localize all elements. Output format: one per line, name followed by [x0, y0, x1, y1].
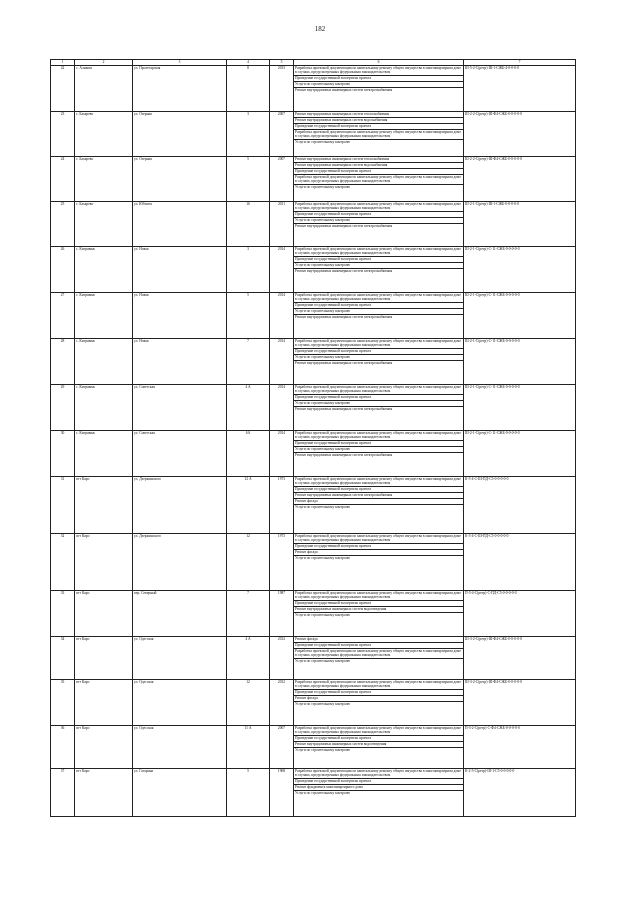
work-item: Услуги по строительному контролю: [295, 659, 351, 664]
work-item: Ремонт внутридомовых инженерных систем водоснабжения: [294, 118, 463, 124]
works-cell: [294, 431, 464, 477]
settlement-cell: пгт Каро: [75, 534, 133, 591]
work-item: Ремонт внутридомовых инженерных систем электроснабжения: [295, 88, 393, 93]
settlement-cell: с. Китрявиж: [75, 247, 133, 293]
settlement-cell: пгт Каро: [75, 591, 133, 637]
column-header: 2: [75, 60, 133, 66]
work-item: Услуги по строительному контролю: [294, 218, 463, 224]
building-code-cell: П-5-4-С(ретр)-С-ПД-С5-0-0-0-0-0: [464, 591, 576, 637]
work-item: Разработка проектной документации по капитальному ремонту общего имущества в многоквартирном доме в случаях, предусмотренных федеральным законодательством: [294, 649, 463, 659]
year-cell: 2014: [270, 385, 294, 431]
work-item: Разработка проектной документации по капитальному ремонту общего имущества в многоквартирном доме в случаях, предусмотренных федеральным законодательством: [294, 293, 463, 303]
settlement-cell: пгт Каро: [75, 637, 133, 680]
column-header: 6: [294, 60, 464, 66]
house-number-cell: 4 А: [227, 385, 270, 431]
works-cell: [294, 247, 464, 293]
work-item: Ремонт внутридомовых инженерных систем водоснабжения: [294, 163, 463, 169]
table-row: [51, 477, 576, 534]
work-item: Проведение государственной экспертизы проекта: [294, 441, 463, 447]
works-cell: [294, 339, 464, 385]
year-cell: 2014: [270, 431, 294, 477]
building-code-cell: П-3-2-С(ретр)-С-Ф4-СЖБ-0-0-0-0-0: [464, 726, 576, 769]
column-header: 4: [227, 60, 270, 66]
work-item: Проведение государственной экспертизы проекта: [294, 643, 463, 649]
work-item: Проведение государственной экспертизы проекта: [294, 601, 463, 607]
street-cell: ул. Озерная: [133, 112, 227, 157]
work-item: Разработка проектной документации по капитальному ремонту общего имущества в многоквартирном доме в случаях, предусмотренных федеральным законодательством: [294, 130, 463, 140]
work-item: Услуги по строительному контролю: [295, 556, 351, 561]
house-number-cell: 7: [227, 591, 270, 637]
street-cell: ул. Советская: [133, 385, 227, 431]
work-item: Разработка проектной документации по капитальному ремонту общего имущества в многоквартирном доме в случаях, предусмотренных федеральным законодательством: [294, 202, 463, 212]
street-cell: ул. Дзержинского: [133, 477, 227, 534]
work-item: Ремонт фасада: [294, 499, 463, 505]
year-cell: 1968: [270, 769, 294, 817]
work-item: Услуги по строительному контролю: [295, 791, 351, 796]
work-item: Проведение государственной экспертизы проекта: [294, 169, 463, 175]
building-code-cell: Ш-3-2-С(ретр)-Ш-Ф4-СЖБ-0-0-0-0-0: [464, 680, 576, 726]
house-number-cell: 5: [227, 157, 270, 202]
work-item: Разработка проектной документации по капитальному ремонту общего имущества в многоквартирном доме в случаях, предусмотренных федеральным законодательством: [294, 247, 463, 257]
table-row: [51, 680, 576, 726]
work-item: Разработка проектной документации по капитальному ремонту общего имущества в многоквартирном доме в случаях, предусмотренных федеральным законодательством: [294, 726, 463, 736]
street-cell: ул. Новая: [133, 339, 227, 385]
row-number-cell: 32: [51, 534, 75, 591]
column-header: 1: [51, 60, 75, 66]
row-number-cell: 26: [51, 247, 75, 293]
row-number-cell: 36: [51, 726, 75, 769]
work-item: Проведение государственной экспертизы проекта: [294, 779, 463, 785]
table-row: [51, 66, 576, 112]
table-row: [51, 202, 576, 247]
work-item: Разработка проектной документации по капитальному ремонту общего имущества в многоквартирном доме в случаях, предусмотренных федеральным законодательством: [294, 591, 463, 601]
work-item: Разработка проектной документации по капитальному ремонту общего имущества в многоквартирном доме в случаях, предусмотренных федеральным законодательством: [294, 175, 463, 185]
column-header: 5: [270, 60, 294, 66]
work-item: Ремонт внутридомовых инженерных систем водоотведения: [294, 607, 463, 613]
work-item: Проведение государственной экспертизы проекта: [294, 303, 463, 309]
column-header: 3: [133, 60, 227, 66]
work-item: Услуги по строительному контролю: [294, 309, 463, 315]
year-cell: 1973: [270, 534, 294, 591]
work-item: Ремонт фасада: [294, 550, 463, 556]
work-item: Услуги по строительному контролю: [295, 139, 351, 144]
settlement-cell: пгт Каро: [75, 726, 133, 769]
row-number-cell: 37: [51, 769, 75, 817]
work-item: Проведение государственной экспертизы проекта: [294, 124, 463, 130]
house-number-cell: 12 А: [227, 477, 270, 534]
year-cell: 2012: [270, 680, 294, 726]
row-number-cell: 35: [51, 680, 75, 726]
row-number-cell: 27: [51, 293, 75, 339]
page-number: 182: [314, 25, 326, 33]
works-cell: [294, 157, 464, 202]
year-cell: 1987: [270, 591, 294, 637]
work-item: Ремонт внутридомовых инженерных систем водоотведения: [294, 742, 463, 748]
work-item: Ремонт внутридомовых инженерных систем электроснабжения: [295, 224, 393, 229]
work-item: Проведение государственной экспертизы проекта: [294, 690, 463, 696]
street-cell: ул. Пролетарская: [133, 66, 227, 112]
work-item: Разработка проектной документации по капитальному ремонту общего имущества в многоквартирном доме в случаях, предусмотренных федеральным законодательством: [294, 339, 463, 349]
work-item: Ремонт внутридомовых инженерных систем электроснабжения: [295, 361, 393, 366]
row-number-cell: 31: [51, 477, 75, 534]
building-code-cell: К-5-4-С-Ш-ПД-С5-0-0-0-0-0: [464, 477, 576, 534]
table-row: [51, 385, 576, 431]
house-number-cell: 16: [227, 202, 270, 247]
table-row: [51, 591, 576, 637]
work-item: Услуги по строительному контролю: [295, 702, 351, 707]
work-item: Услуги по строительному контролю: [295, 613, 351, 618]
row-number-cell: 22: [51, 66, 75, 112]
building-code-cell: К-5-4-С-Ш-ПД-С5-0-0-0-0-0: [464, 534, 576, 591]
settlement-cell: с. Китрявиж: [75, 293, 133, 339]
house-number-cell: 3: [227, 247, 270, 293]
settlement-cell: пгт Каро: [75, 680, 133, 726]
works-cell: [294, 66, 464, 112]
row-number-cell: 23: [51, 112, 75, 157]
row-number-cell: 24: [51, 157, 75, 202]
building-code-cell: Ш-2-1-С(ретр)-С-11-СЖБ-0-0-0-0-0: [464, 339, 576, 385]
settlement-cell: с. Бахарево: [75, 157, 133, 202]
settlement-cell: с. Бахарево: [75, 112, 133, 157]
works-cell: [294, 591, 464, 637]
street-cell: ул. Одесская: [133, 637, 227, 680]
year-cell: 2007: [270, 112, 294, 157]
table-row: [51, 637, 576, 680]
table-row: [51, 339, 576, 385]
street-cell: ул. Новая: [133, 247, 227, 293]
settlement-cell: с. Бахарево: [75, 202, 133, 247]
work-item: Услуги по строительному контролю: [294, 82, 463, 88]
work-item: Ремонт внутридомовых инженерных систем теплоснабжения: [294, 157, 463, 163]
settlement-cell: пгт Каро: [75, 769, 133, 817]
work-item: Ремонт внутридомовых инженерных систем электроснабжения: [295, 269, 393, 274]
work-item: Разработка проектной документации по капитальному ремонту общего имущества в многоквартирном доме в случаях, предусмотренных федеральным законодательством: [294, 477, 463, 487]
works-cell: [294, 112, 464, 157]
building-code-cell: Ш-2-1-С(ретр)-С-11-СЖБ-0-0-0-0-0: [464, 385, 576, 431]
house-number-cell: 4 А: [227, 637, 270, 680]
work-item: Услуги по строительному контролю: [295, 504, 351, 509]
house-number-cell: 7: [227, 339, 270, 385]
work-item: Услуги по строительному контролю: [295, 748, 351, 753]
works-cell: [294, 385, 464, 431]
table-row: [51, 293, 576, 339]
works-cell: [294, 726, 464, 769]
building-code-cell: Ш-5-2-С(ретр)-Ш-1-СЖБ-4-0-0-0-0: [464, 66, 576, 112]
table-row: [51, 769, 576, 817]
settlement-cell: с. Китрявиж: [75, 431, 133, 477]
works-cell: [294, 534, 464, 591]
work-item: Разработка проектной документации по капитальному ремонту общего имущества в многоквартирном доме в случаях, предусмотренных федеральным законодательством: [294, 680, 463, 690]
work-item: Разработка проектной документации по капитальному ремонту общего имущества в многоквартирном доме в случаях, предусмотренных федеральным законодательством: [294, 431, 463, 441]
work-item: Ремонт фасада: [294, 696, 463, 702]
row-number-cell: 25: [51, 202, 75, 247]
table-row: [51, 431, 576, 477]
building-code-cell: Ш-2-2-С(ретр)-Ш-Ф4-СЖБ-0-0-0-0-0: [464, 112, 576, 157]
work-item: Проведение государственной экспертизы проекта: [294, 76, 463, 82]
street-cell: ул. Юбилея: [133, 202, 227, 247]
works-cell: [294, 637, 464, 680]
work-item: Ремонт внутридомовых инженерных систем электроснабжения: [295, 315, 393, 320]
building-code-cell: Ш-2-1-С(ретр)-Ш-1-СЖБ-0-0-0-0-0: [464, 202, 576, 247]
work-item: Ремонт внутридомовых инженерных систем теплоснабжения: [294, 112, 463, 118]
work-item: Ремонт внутридомовых инженерных систем электроснабжения: [295, 407, 393, 412]
table-body: [51, 66, 576, 817]
work-item: Разработка проектной документации по капитальному ремонту общего имущества в многоквартирном доме в случаях, предусмотренных федеральным законодательством: [294, 769, 463, 779]
table-row: [51, 726, 576, 769]
work-item: Проведение государственной экспертизы проекта: [294, 736, 463, 742]
street-cell: пер. Северный: [133, 591, 227, 637]
building-code-cell: К-2-5-С(ретр)-Ш-1-С5-0-0-0-0-0: [464, 769, 576, 817]
column-header: 7: [464, 60, 576, 66]
works-cell: [294, 202, 464, 247]
building-code-cell: Ш-2-2-С(ретр)-Ш-Ф4-СЖБ-0-0-0-0-0: [464, 157, 576, 202]
table-row: [51, 247, 576, 293]
house-number-cell: 8: [227, 66, 270, 112]
street-cell: ул. Одесская: [133, 726, 227, 769]
work-item: Ремонт внутридомовых инженерных систем электроснабжения: [294, 493, 463, 499]
work-item: Ремонт фасада: [294, 637, 463, 643]
settlement-cell: пгт Каро: [75, 477, 133, 534]
house-number-cell: 5: [227, 769, 270, 817]
year-cell: 2014: [270, 293, 294, 339]
table-row: [51, 157, 576, 202]
work-item: Разработка проектной документации по капитальному ремонту общего имущества в многоквартирном доме в случаях, предусмотренных федеральным законодательством: [294, 385, 463, 395]
work-item: Услуги по строительному контролю: [295, 184, 351, 189]
work-item: Проведение государственной экспертизы проекта: [294, 257, 463, 263]
work-item: Проведение государственной экспертизы проекта: [294, 487, 463, 493]
street-cell: ул. Новая: [133, 293, 227, 339]
works-cell: [294, 680, 464, 726]
row-number-cell: 28: [51, 339, 75, 385]
year-cell: 2014: [270, 247, 294, 293]
table-row: [51, 534, 576, 591]
work-item: Услуги по строительному контролю: [294, 447, 463, 453]
house-number-cell: 12: [227, 534, 270, 591]
building-code-cell: Ш-2-1-С(ретр)-С-11-СЖБ-0-0-0-0-0: [464, 293, 576, 339]
street-cell: ул. Дзержинского: [133, 534, 227, 591]
repair-schedule-table: [50, 59, 576, 817]
works-cell: [294, 477, 464, 534]
street-cell: ул. Советская: [133, 431, 227, 477]
house-number-cell: 6А: [227, 431, 270, 477]
row-number-cell: 29: [51, 385, 75, 431]
building-code-cell: Ш-2-1-С(ретр)-С-11-СЖБ-0-0-0-0-0: [464, 247, 576, 293]
table-row: [51, 112, 576, 157]
work-item: Ремонт внутридомовых инженерных систем электроснабжения: [295, 453, 393, 458]
house-number-cell: 11 А: [227, 726, 270, 769]
works-cell: [294, 769, 464, 817]
street-cell: ул. Гагарина: [133, 769, 227, 817]
settlement-cell: с. Китрявиж: [75, 385, 133, 431]
street-cell: ул. Одесская: [133, 680, 227, 726]
building-code-cell: Ш-2-1-С(ретр)-С-11-СЖБ-0-0-0-0-0: [464, 431, 576, 477]
work-item: Ремонт фундамента многоквартирного дома: [294, 785, 463, 791]
work-item: Разработка проектной документации по капитальному ремонту общего имущества в многоквартирном доме в случаях, предусмотренных федеральным законодательством: [294, 534, 463, 544]
work-item: Проведение государственной экспертизы проекта: [294, 349, 463, 355]
settlement-cell: с. Алнаши: [75, 66, 133, 112]
year-cell: 2014: [270, 339, 294, 385]
house-number-cell: 5: [227, 293, 270, 339]
year-cell: 1973: [270, 477, 294, 534]
year-cell: 2007: [270, 726, 294, 769]
row-number-cell: 30: [51, 431, 75, 477]
row-number-cell: 34: [51, 637, 75, 680]
work-item: Разработка проектной документации по капитальному ремонту общего имущества в многоквартирном доме в случаях, предусмотренных федеральным законодательством: [294, 66, 463, 76]
work-item: Проведение государственной экспертизы проекта: [294, 544, 463, 550]
settlement-cell: с. Китрявиж: [75, 339, 133, 385]
year-cell: 2007: [270, 157, 294, 202]
house-number-cell: 12: [227, 680, 270, 726]
year-cell: 2013: [270, 66, 294, 112]
work-item: Проведение государственной экспертизы проекта: [294, 395, 463, 401]
building-code-cell: Ш-3-2-С(ретр)-Ш-Ф4-СЖБ-0-0-0-0-0: [464, 637, 576, 680]
street-cell: ул. Озерная: [133, 157, 227, 202]
work-item: Услуги по строительному контролю: [294, 263, 463, 269]
work-item: Услуги по строительному контролю: [294, 355, 463, 361]
year-cell: 2012: [270, 637, 294, 680]
house-number-cell: 3: [227, 112, 270, 157]
work-item: Услуги по строительному контролю: [294, 401, 463, 407]
works-cell: [294, 293, 464, 339]
row-number-cell: 33: [51, 591, 75, 637]
work-item: Проведение государственной экспертизы проекта: [294, 212, 463, 218]
year-cell: 2011: [270, 202, 294, 247]
